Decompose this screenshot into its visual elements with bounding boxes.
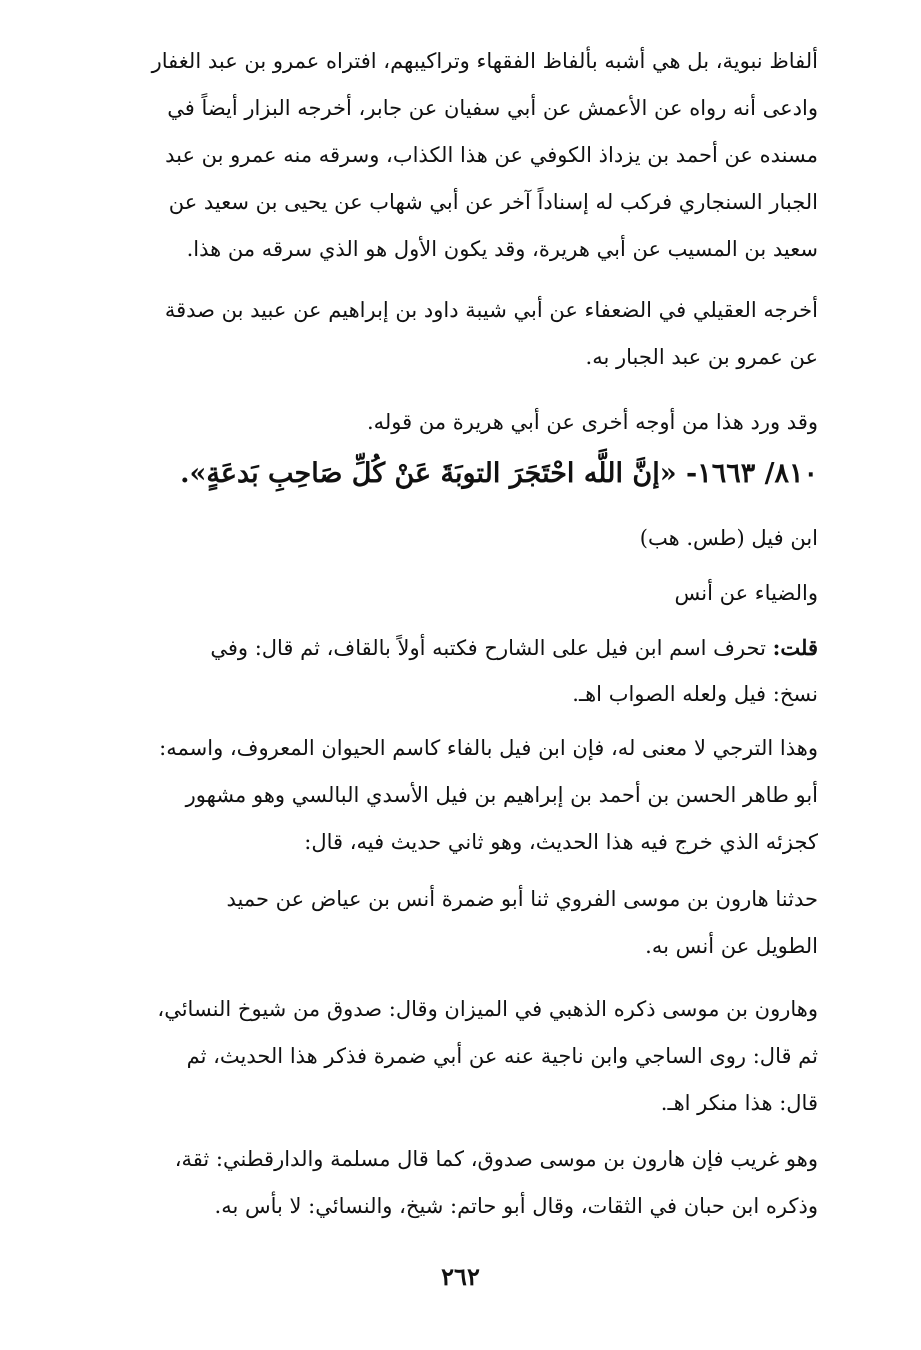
text-line bbox=[106, 624, 818, 671]
text-line: نسخ: فيل ولعله الصواب اهـ. bbox=[572, 682, 818, 706]
text-line: وهذا الترجي لا معنى له، فإن ابن فيل بالفاء كاسم الحيوان المعروف، واسمه: bbox=[159, 736, 818, 760]
qult-paragraph bbox=[106, 624, 818, 718]
text-line: مسنده عن أحمد بن يزداذ الكوفي عن هذا الكذاب، وسرقه منه عمرو بن عبد bbox=[165, 143, 818, 167]
source-line-2: والضياء عن أنس bbox=[674, 581, 818, 605]
paragraph-6 bbox=[106, 986, 818, 1127]
text-line: ثم قال: روى الساجي وابن ناجية عنه عن أبي ضمرة فذكر هذا الحديث، ثم bbox=[186, 1044, 818, 1068]
text-line: الجبار السنجاري فركب له إسناداً آخر عن أبي شهاب عن يحيى بن سعيد عن bbox=[168, 190, 818, 214]
hadith-text: «إنَّ اللَّه احْتَجَرَ التوبَةَ عَنْ كُلِّ صَاحِبِ بَدعَةٍ». bbox=[180, 458, 677, 489]
text-line: أخرجه العقيلي في الضعفاء عن أبي شيبة داود بن إبراهيم عن عبيد بن صدقة bbox=[164, 298, 818, 322]
text-line: كجزئه الذي خرج فيه هذا الحديث، وهو ثاني حديث فيه، قال: bbox=[304, 830, 818, 854]
text-line: عن عمرو بن عبد الجبار به. bbox=[585, 345, 818, 369]
paragraph-7 bbox=[106, 1136, 818, 1230]
text-line: الطويل عن أنس به. bbox=[645, 934, 818, 958]
text-line: سعيد بن المسيب عن أبي هريرة، وقد يكون الأول هو الذي سرقه من هذا. bbox=[186, 237, 818, 261]
source-line-1: ابن فيل (طس. هب) bbox=[639, 526, 818, 550]
text-line: وهارون بن موسى ذكره الذهبي في الميزان وقال: صدوق من شيوخ النسائي، bbox=[157, 997, 818, 1021]
page-number: ٢٦٢ bbox=[441, 1262, 480, 1291]
paragraph-4 bbox=[106, 725, 818, 866]
paragraph-5 bbox=[106, 876, 818, 970]
text-line: قال: هذا منكر اهـ. bbox=[660, 1091, 818, 1115]
paragraph-2 bbox=[106, 287, 818, 381]
text-line: ألفاظ نبوية، بل هي أشبه بألفاظ الفقهاء وتراكيبهم، افتراه عمرو بن عبد الغفار bbox=[151, 49, 818, 73]
text-line: أبو طاهر الحسن بن أحمد بن إبراهيم بن فيل الأسدي البالسي وهو مشهور bbox=[185, 783, 818, 807]
text-line: وادعى أنه رواه عن الأعمش عن أبي سفيان عن جابر، أخرجه البزار أيضاً في bbox=[167, 96, 818, 120]
paragraph-1 bbox=[106, 38, 818, 273]
qult-text: تحرف اسم ابن فيل على الشارح فكتبه أولاً بالقاف، ثم قال: وفي bbox=[210, 636, 766, 660]
text-line: حدثنا هارون بن موسى الفروي ثنا أبو ضمرة أنس بن عياض عن حميد bbox=[226, 887, 818, 911]
paragraph-3 bbox=[106, 399, 818, 446]
text-line: وذكره ابن حبان في الثقات، وقال أبو حاتم: شيخ، والنسائي: لا بأس به. bbox=[214, 1194, 818, 1218]
hadith-number: ٨١٠/ ١٦٦٣- bbox=[685, 458, 818, 489]
text-line: وهو غريب فإن هارون بن موسى صدوق، كما قال مسلمة والدارقطني: ثقة، bbox=[174, 1147, 818, 1171]
text-line: وقد ورد هذا من أوجه أخرى عن أبي هريرة من قوله. bbox=[366, 410, 818, 434]
qult-label: قلت: bbox=[772, 635, 818, 660]
hadith-heading bbox=[106, 452, 818, 496]
